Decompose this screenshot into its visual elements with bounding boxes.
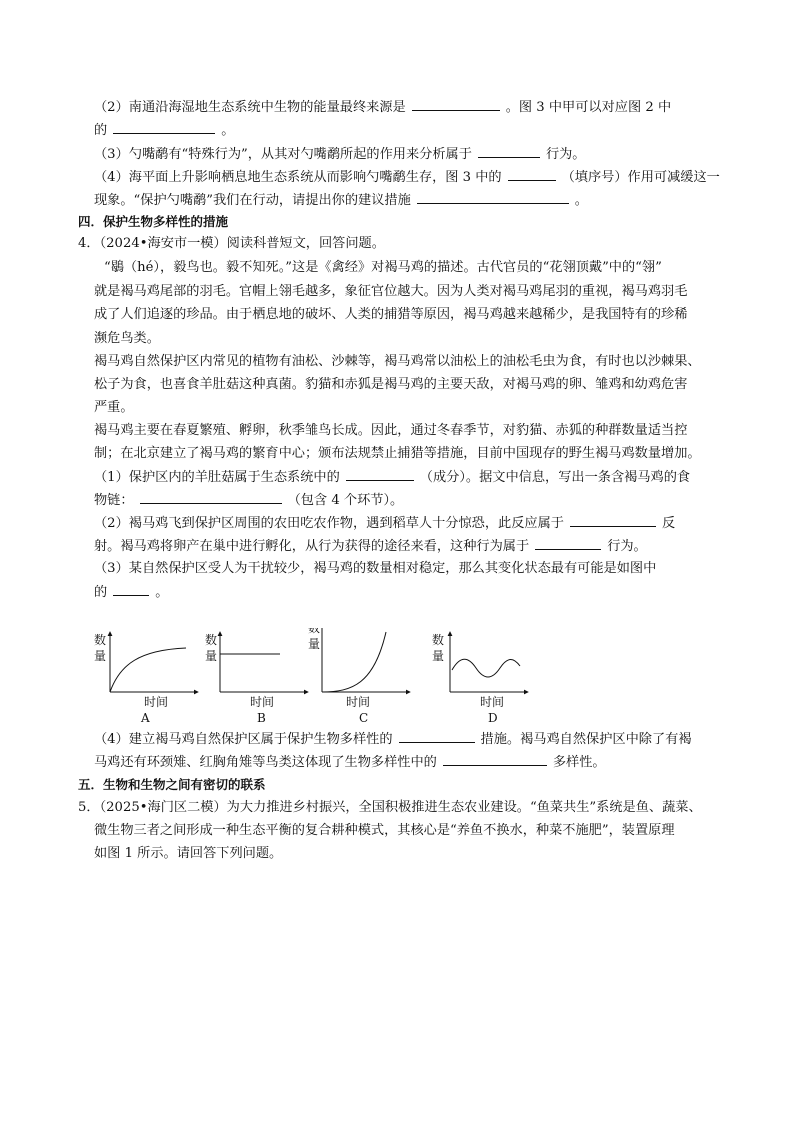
graph-d-y-label-2: 量: [432, 649, 445, 663]
q3-part2-line1: [94, 96, 724, 119]
text: 。图 3 中甲可以对应图 2 中: [505, 100, 672, 115]
q4-3-line1: （3）某自然保护区受人为干扰较少，褐马鸡的数量相对稳定，那么其变化状态最有可能是如图中: [94, 561, 657, 576]
answer-blank[interactable]: [113, 119, 215, 134]
q5-line1: 5．（2025•海门区二模）为大力推进乡村振兴，全国积极推进生态农业建设。“鱼菜共生”系统是鱼、蔬菜、: [78, 800, 702, 815]
graph-c-x-label: 时间: [346, 695, 371, 709]
text: 物链：: [94, 493, 134, 508]
answer-blank[interactable]: [535, 535, 601, 550]
text: 的: [94, 123, 108, 138]
graph-b-y-label-1: 数: [205, 633, 218, 647]
graph-b[interactable]: [205, 632, 308, 725]
answer-blank[interactable]: [570, 512, 656, 527]
paragraph2-line2: 松子为食，也喜食羊肚菇这种真菌。豹猫和赤狐是褐马鸡的主要天敌，对褐马鸡的卵、雏鸡和幼鸡危害: [94, 377, 688, 392]
q5-line3: 如图 1 所示。请回答下列问题。: [94, 846, 283, 861]
q3-part2-line2: [94, 119, 724, 142]
graph-c-curve: [322, 632, 386, 692]
text: 行为。: [607, 539, 647, 554]
text: 的: [94, 585, 108, 600]
graph-b-option: B: [257, 711, 266, 725]
graph-b-y-label-2: 量: [205, 649, 218, 663]
q4-2-line2: [94, 535, 724, 558]
q4-2-line1: [94, 512, 724, 535]
text: 行为。: [545, 147, 586, 162]
graph-d-x-label: 时间: [480, 695, 505, 709]
text: （填序号）作用可减缓这一: [561, 170, 720, 185]
text: （1）保护区内的羊肚菇属于生态系统中的: [94, 470, 340, 485]
q4-1-line2: [94, 489, 724, 512]
text: 。: [221, 123, 235, 138]
text: 多样性。: [552, 755, 606, 770]
text: 现象。“保护勺嘴鹬”我们在行动，请提出你的建议措施: [94, 193, 411, 208]
paragraph1-line1: “鶡（hé），毅鸟也。毅不知死。”这是《禽经》对褐马鸡的描述。古代官员的“花翎顶戴”中的“翎”: [104, 260, 662, 275]
section4-title: 四．保护生物多样性的措施: [78, 214, 229, 229]
answer-blank[interactable]: [417, 189, 569, 204]
graph-c-y-label-2: 量: [308, 637, 321, 651]
option-graphs: [90, 628, 540, 728]
text: （4）建立褐马鸡自然保护区属于保护生物多样性的: [94, 732, 393, 747]
answer-blank[interactable]: [412, 96, 500, 111]
q4-4-line2: [94, 751, 724, 774]
answer-blank[interactable]: [508, 166, 556, 181]
text: 射。褐马鸡将卵产在巢中进行孵化，从行为获得的途径来看，这种行为属于: [94, 539, 530, 554]
answer-blank[interactable]: [140, 489, 282, 504]
graph-a-y-label-1: 数: [94, 633, 107, 647]
section5-title: 五．生物和生物之间有密切的联系: [78, 777, 266, 792]
graph-d-y-label-1: 数: [432, 633, 445, 647]
graph-a-y-label-2: 量: [94, 649, 107, 663]
text: 。: [155, 585, 169, 600]
text: （成分）。据文中信息，写出一条含褐马鸡的食: [419, 470, 691, 485]
graph-c-y-label-1: 数: [308, 628, 321, 635]
graph-d-option: D: [488, 711, 498, 725]
q4-intro: 4．（2024•海安市一模）阅读科普短文，回答问题。: [78, 236, 385, 251]
paragraph3-line1: 褐马鸡主要在春夏繁殖、孵卵，秋季雏鸟长成。因此，通过冬春季节，对豹猫、赤狐的种群数量适当控: [94, 423, 688, 438]
q3-part3-line: [94, 143, 724, 166]
text: （包含 4 个环节）。: [287, 493, 404, 508]
q3-part4-line2: [94, 189, 724, 212]
text: （3）勺嘴鹬有“特殊行为”，从其对勺嘴鹬所起的作用来分析属于: [94, 147, 472, 162]
q4-1-line1: [94, 466, 724, 489]
graph-a-x-label: 时间: [144, 695, 169, 709]
answer-blank[interactable]: [399, 728, 475, 743]
text: （2）褐马鸡飞到保护区周围的农田吃农作物，遇到稻草人十分惊恐，此反应属于: [94, 516, 564, 531]
paragraph1-line2: 就是褐马鸡尾部的羽毛。官帽上翎毛越多，象征官位越大。因为人类对褐马鸡尾羽的重视，褐马鸡羽毛: [94, 284, 688, 299]
q4-3-line2: [94, 581, 724, 604]
text: 措施。褐马鸡自然保护区中除了有褐: [480, 732, 692, 747]
q3-part4-line1: [94, 166, 724, 189]
text: 马鸡还有环颈雉、红胸角雉等鸟类这体现了生物多样性中的: [94, 755, 437, 770]
paragraph2-line1: 褐马鸡自然保护区内常见的植物有油松、沙棘等，褐马鸡常以油松上的油松毛虫为食，有时也以沙棘果、: [94, 354, 701, 369]
graph-b-x-label: 时间: [250, 695, 275, 709]
graph-a[interactable]: [94, 632, 198, 725]
text: 反: [661, 516, 676, 531]
paragraph2-line3: 严重。: [94, 400, 134, 415]
answer-blank[interactable]: [113, 581, 149, 596]
graph-a-curve: [110, 648, 186, 692]
graph-c-option: C: [359, 711, 369, 725]
graph-c[interactable]: [308, 628, 410, 725]
graph-a-option: A: [141, 711, 150, 725]
paragraph3-line2: 制；在北京建立了褐马鸡的繁育中心；颁布法规禁止捕猎等措施，目前中国现存的野生褐马鸡数量增加。: [94, 446, 701, 461]
answer-blank[interactable]: [478, 143, 540, 158]
graph-d-curve: [452, 659, 520, 677]
answer-blank[interactable]: [443, 751, 547, 766]
q5-line2: 微生物三者之间形成一种生态平衡的复合耕种模式，其核心是“养鱼不换水，种菜不施肥”，装置原理: [94, 823, 675, 838]
option-graphs-svg: [90, 628, 540, 728]
paragraph1-line3: 成了人们追逐的珍品。由于栖息地的破坏、人类的捕猎等原因，褐马鸡越来越稀少，是我国特有的珍稀: [94, 307, 688, 322]
answer-blank[interactable]: [346, 466, 414, 481]
text: （4）海平面上升影响栖息地生态系统从而影响勺嘴鹬生存，图 3 中的: [94, 170, 502, 185]
q4-4-line1: [94, 728, 724, 751]
paragraph1-line4: 濒危鸟类。: [94, 331, 160, 346]
graph-d[interactable]: [432, 632, 528, 725]
text: 。: [574, 193, 588, 208]
text: （2）南通沿海湿地生态系统中生物的能量最终来源是: [94, 100, 406, 115]
